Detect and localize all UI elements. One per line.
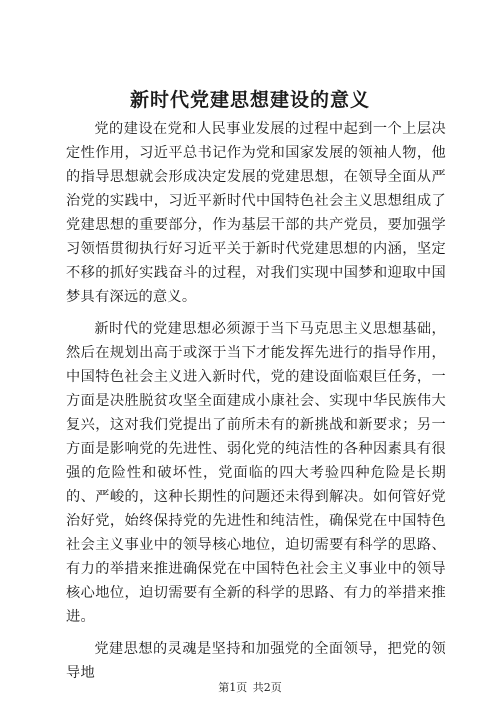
page-total: 共2页: [252, 681, 282, 694]
paragraph-3: 党建思想的灵魂是坚持和加强党的全面领导，把党的领导地: [66, 641, 446, 681]
page-number: 第1页: [218, 681, 248, 694]
page-footer: [0, 679, 500, 695]
document-title: 新时代党建思想建设的意义: [129, 89, 370, 111]
document-body: [66, 117, 446, 693]
paragraph-2: 新时代的党建思想必须源于当下马克思主义思想基础，然后在规划出高于或深于当下才能发挥先进行的指导作用，中国特色社会主义进入新时代，党的建设面临艰巨任务，一方面是决胜脱贫攻坚全面建成小康社会、实现中华民族伟大复兴，这对我们党提出了前所未有的新挑战和新要求；另一方面是影响党的先进性、弱化党的纯洁性的各种因素具有很强的危险性和破坏性，党面临的四大考验四种危险是长期的、严峻的，这种长期性的问题还未得到解决。如何管好党治好党，始终保持党的先进性和纯洁性，确保党在中国特色社会主义事业中的领导核心地位，迫切需要有科学的思路、有力的举措来推进确保党在中国特色社会主义事业中的领导核心地位，迫切需要有全新的科学的思路、有力的举措来推进。: [66, 321, 446, 625]
paragraph-1: 党的建设在党和人民事业发展的过程中起到一个上层决定性作用，习近平总书记作为党和国家发展的领袖人物，他的指导思想就会形成决定发展的党建思想，在领导全面从严治党的实践中，习近平新时代中国特色社会主义思想组成了党建思想的重要部分，作为基层干部的共产党员，要加强学习领悟贯彻执行好习近平关于新时代党建思想的内涵，坚定不移的抓好实践奋斗的过程，对我们实现中国梦和迎取中国梦具有深远的意义。: [66, 121, 446, 305]
